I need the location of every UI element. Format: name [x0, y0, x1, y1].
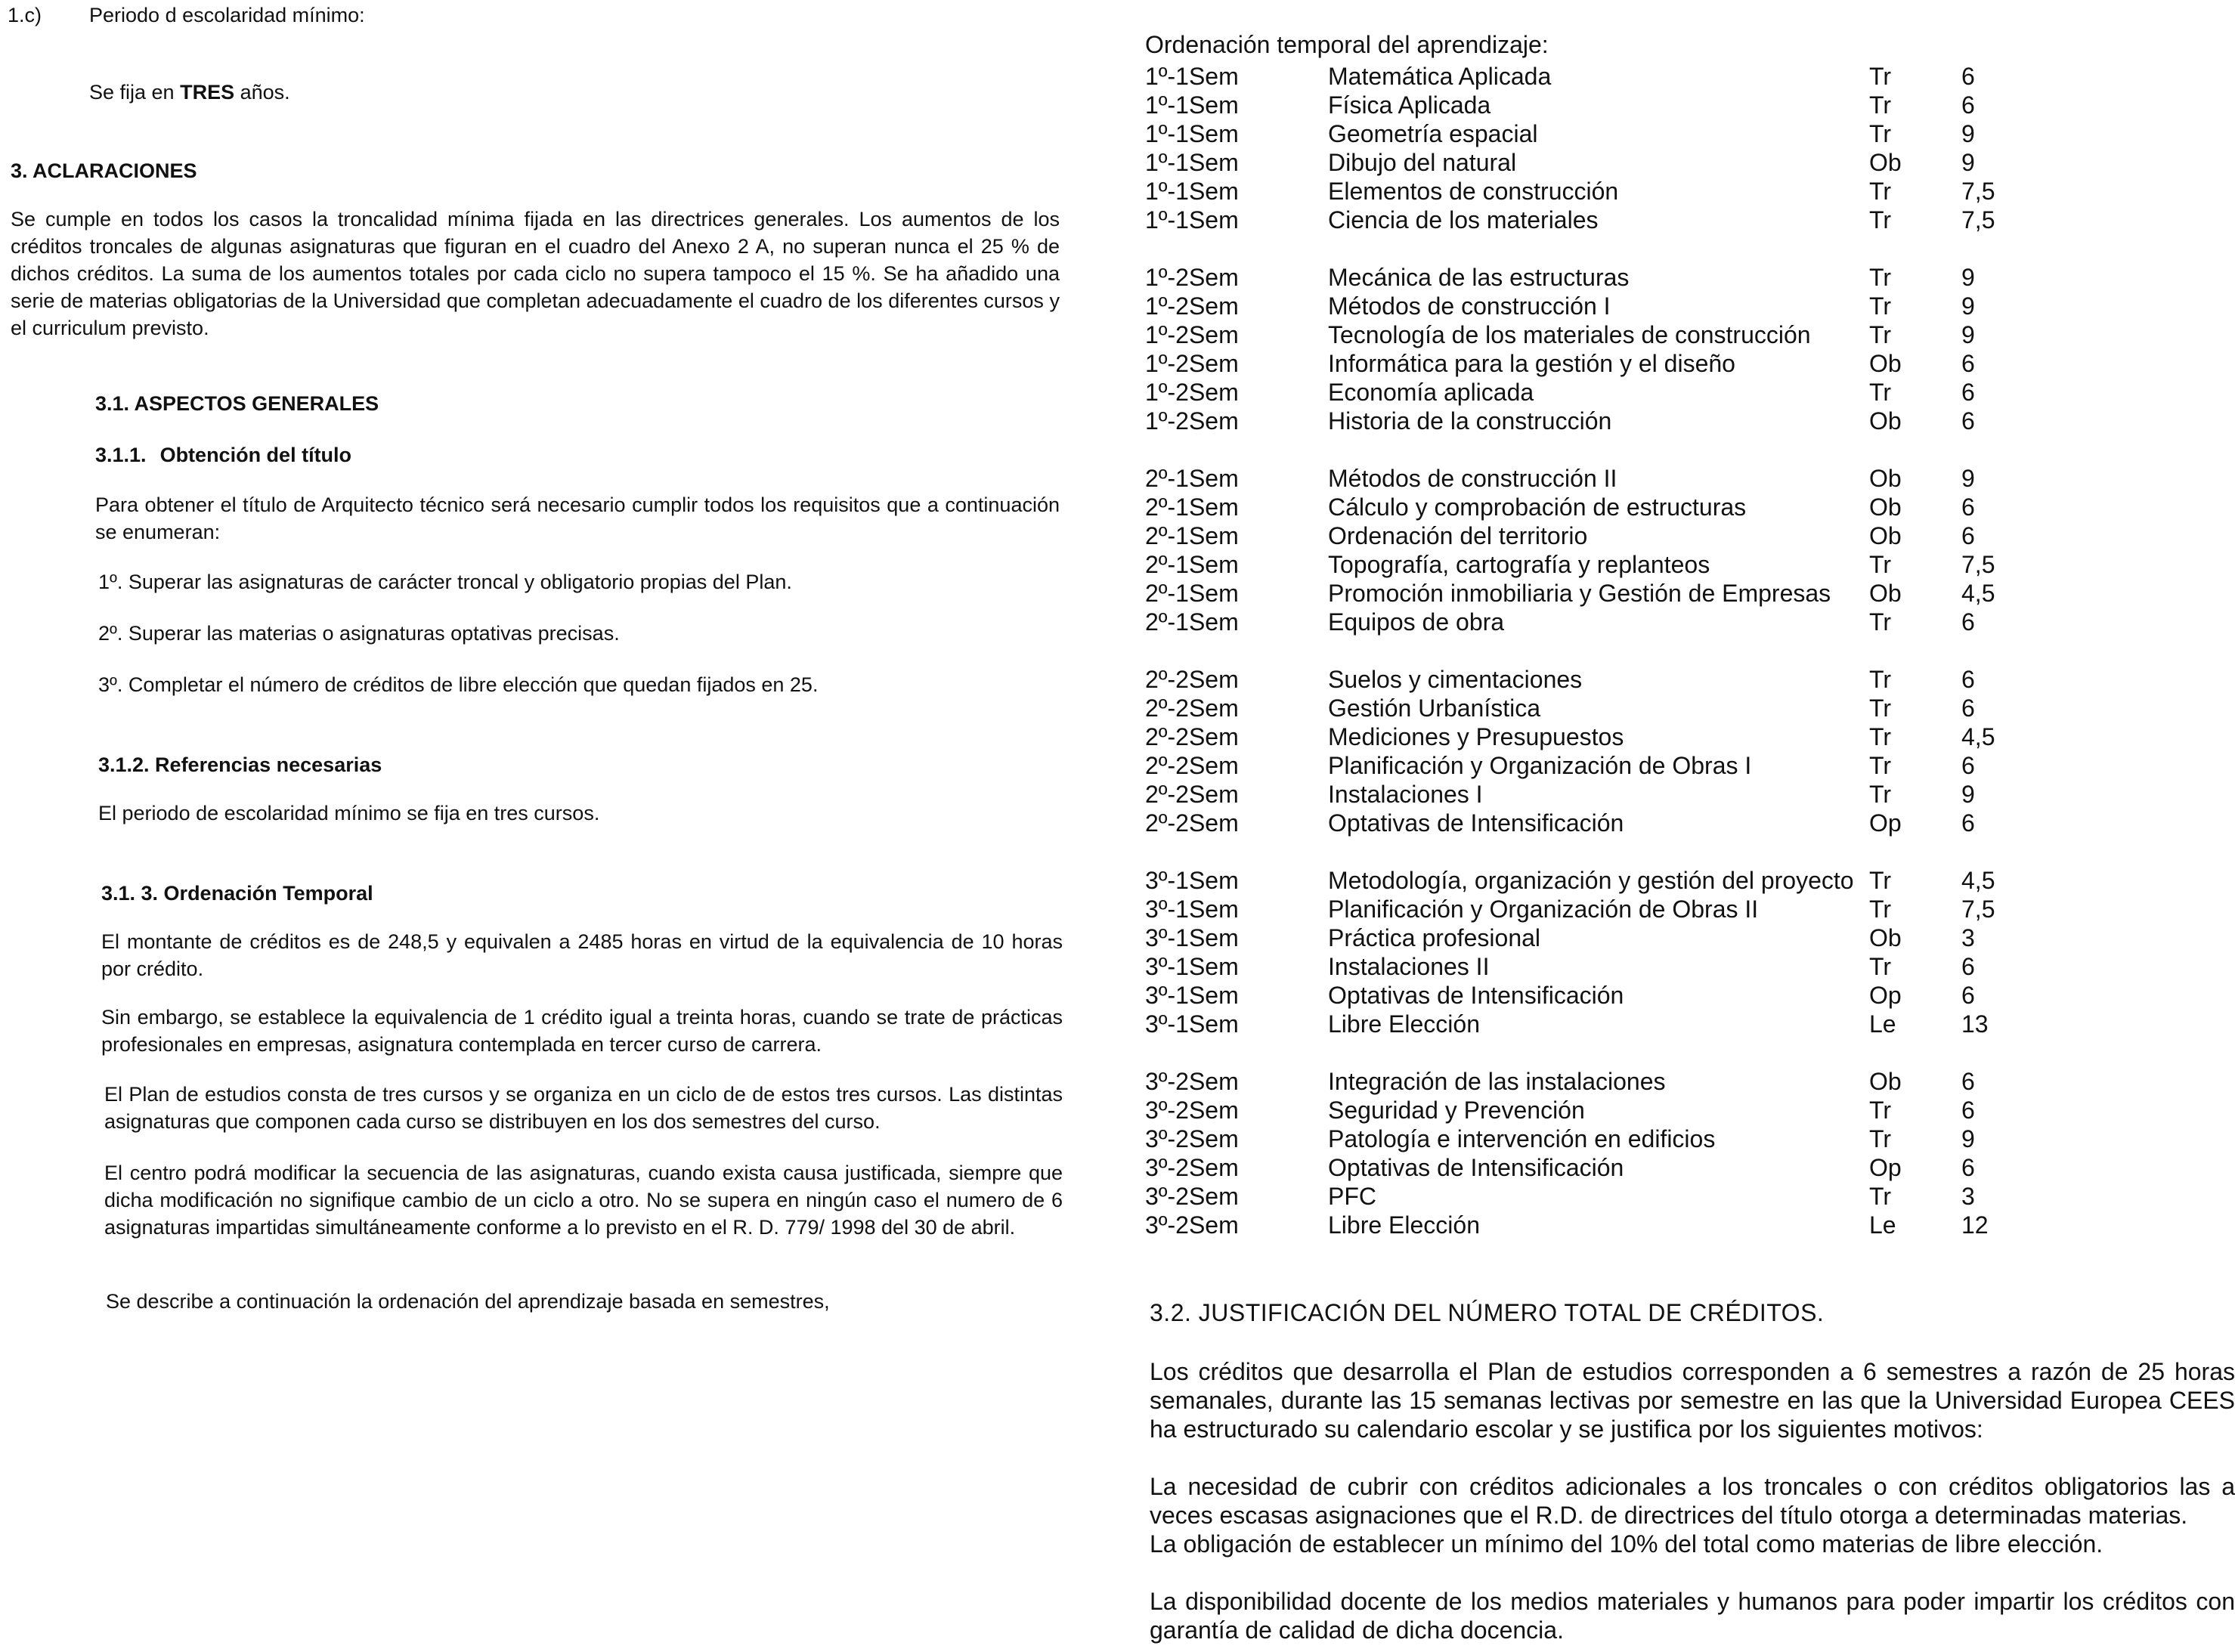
schedule-row — [1145, 780, 2014, 809]
schedule-type: Tr — [1869, 608, 1892, 636]
schedule-row — [1145, 1153, 2014, 1182]
section-3-text: Se cumple en todos los casos la troncalidad mínima fijada en las directrices generales. Los aumentos de los créditos troncales de algunas asignaturas que figuran en el cuadro del Anexo 2 A, no superan nunca el 25 % de dichos créditos. La suma de los aumentos totales por cada ciclo no supera tampoco el 15 %. Se ha añadido una serie de materias obligatorias de la Universidad que completan adecuadamente el cuadro de los diferentes cursos y el curriculum previsto. — [11, 208, 1060, 339]
schedule-credits: 6 — [1961, 493, 1975, 521]
schedule-subject: Elementos de construcción — [1328, 178, 1619, 205]
schedule-semester: 3º-2Sem — [1145, 1068, 1239, 1095]
schedule-row — [1145, 62, 2014, 91]
schedule-type: Op — [1869, 1154, 1902, 1181]
schedule-type: Tr — [1869, 551, 1892, 578]
schedule-semester: 1º-1Sem — [1145, 63, 1239, 90]
schedule-type: Tr — [1869, 292, 1892, 320]
schedule-credits: 9 — [1961, 1125, 1975, 1152]
item-1c-heading — [8, 2, 365, 29]
schedule-type: Ob — [1869, 580, 1902, 607]
schedule-semester: 2º-2Sem — [1145, 781, 1239, 808]
schedule-subject: Economía aplicada — [1328, 379, 1534, 406]
schedule-credits: 6 — [1961, 666, 1975, 693]
schedule-type: Tr — [1869, 1125, 1892, 1152]
schedule-semester: 2º-2Sem — [1145, 752, 1239, 779]
schedule-semester: 2º-2Sem — [1145, 666, 1239, 693]
schedule-subject: Práctica profesional — [1328, 924, 1541, 951]
schedule-credits: 6 — [1961, 1154, 1975, 1181]
schedule-type: Tr — [1869, 63, 1892, 90]
schedule-type: Tr — [1869, 867, 1892, 894]
section-3-1-3-paragraph-3: El Plan de estudios consta de tres cursos y se organiza en un ciclo de de estos tres cursos. Las distintas asignaturas que componen cada curso se distribuyen en los dos semestres del curso. — [104, 1083, 1063, 1133]
schedule-type: Le — [1869, 1010, 1896, 1038]
schedule-semester: 2º-1Sem — [1145, 493, 1239, 521]
schedule-credits: 6 — [1961, 522, 1975, 549]
schedule-semester: 1º-1Sem — [1145, 149, 1239, 176]
schedule-type: Tr — [1869, 178, 1892, 205]
schedule-type: Tr — [1869, 1097, 1892, 1124]
schedule-subject: Seguridad y Prevención — [1328, 1097, 1585, 1124]
section-3-1-3-title: 3.1. 3. Ordenación Temporal — [101, 882, 373, 905]
schedule-subject: Instalaciones II — [1328, 953, 1490, 980]
schedule-subject: Suelos y cimentaciones — [1328, 666, 1583, 693]
schedule-row — [1145, 809, 2014, 837]
schedule-type: Tr — [1869, 896, 1892, 923]
schedule-type: Ob — [1869, 924, 1902, 951]
section-3-2-paragraph-2 — [1150, 1472, 2235, 1558]
schedule-type: Le — [1869, 1211, 1896, 1239]
schedule-subject: Métodos de construcción II — [1328, 465, 1617, 492]
item-1c-text — [89, 79, 290, 106]
schedule-type: Ob — [1869, 350, 1902, 377]
schedule-credits: 6 — [1961, 809, 1975, 837]
schedule-credits: 6 — [1961, 695, 1975, 722]
schedule-subject: Libre Elección — [1328, 1010, 1480, 1038]
schedule-credits: 9 — [1961, 781, 1975, 808]
schedule-row — [1145, 665, 2014, 694]
schedule-row — [1145, 952, 2014, 981]
schedule-semester: 3º-1Sem — [1145, 867, 1239, 894]
schedule-subject: Matemática Aplicada — [1328, 63, 1552, 90]
schedule-credits: 4,5 — [1961, 723, 1995, 750]
requirement-2: 2º. Superar las materias o asignaturas optativas precisas. — [98, 622, 620, 645]
schedule-credits: 6 — [1961, 953, 1975, 980]
schedule-row — [1145, 1067, 2014, 1096]
schedule-credits: 9 — [1961, 321, 1975, 348]
section-3-1-3-paragraph-1: El montante de créditos es de 248,5 y equivalen a 2485 horas en virtud de la equivalencia de 10 horas por crédito. — [101, 930, 1063, 980]
schedule-semester: 3º-2Sem — [1145, 1125, 1239, 1152]
schedule-credits: 6 — [1961, 350, 1975, 377]
schedule-subject: Mediciones y Presupuestos — [1328, 723, 1624, 750]
schedule-type: Tr — [1869, 206, 1892, 234]
schedule-row — [1145, 866, 2014, 895]
schedule-semester: 1º-2Sem — [1145, 407, 1239, 435]
schedule-credits: 7,5 — [1961, 896, 1995, 923]
schedule-credits: 9 — [1961, 149, 1975, 176]
schedule-credits: 9 — [1961, 264, 1975, 291]
schedule-row — [1145, 206, 2014, 234]
section-3-1-title: 3.1. ASPECTOS GENERALES — [95, 392, 379, 415]
schedule-credits: 4,5 — [1961, 867, 1995, 894]
section-3-1-2-text: El periodo de escolaridad mínimo se fija en tres cursos. — [98, 802, 600, 824]
section-3-2-paragraph-2-b: La obligación de establecer un mínimo del 10% del total como materias de libre elección. — [1150, 1530, 2103, 1558]
schedule-semester: 2º-2Sem — [1145, 809, 1239, 837]
section-3-2-paragraph-1: Los créditos que desarrolla el Plan de estudios corresponden a 6 semestres a razón de 25 horas semanales, durante las 15 semanas lectivas por semestre en las que la Universidad Europea CEES ha estructurado su calendario escolar y se justifica por los siguientes motivos: — [1150, 1358, 2235, 1443]
section-3-2-title: 3.2. JUSTIFICACIÓN DEL NÚMERO TOTAL DE CRÉDITOS. — [1150, 1299, 1825, 1326]
section-3-1-2-title: 3.1.2. Referencias necesarias — [98, 753, 382, 776]
schedule-row — [1145, 579, 2014, 608]
section-3-1-1-title: Obtención del título — [159, 444, 352, 466]
schedule-semester: 1º-2Sem — [1145, 321, 1239, 348]
schedule-type: Tr — [1869, 953, 1892, 980]
schedule-type: Tr — [1869, 321, 1892, 348]
schedule-row — [1145, 751, 2014, 780]
schedule-title: Ordenación temporal del aprendizaje: — [1145, 31, 1549, 58]
section-3-1-1-heading — [95, 441, 351, 469]
schedule-subject: Ordenación del territorio — [1328, 522, 1588, 549]
schedule-type: Tr — [1869, 91, 1892, 119]
schedule-semester: 3º-1Sem — [1145, 1010, 1239, 1038]
schedule-semester: 3º-2Sem — [1145, 1097, 1239, 1124]
schedule-type: Tr — [1869, 1183, 1892, 1210]
schedule-subject: Cálculo y comprobación de estructuras — [1328, 493, 1747, 521]
schedule-type: Op — [1869, 809, 1902, 837]
schedule-row — [1145, 608, 2014, 636]
schedule-subject: Informática para la gestión y el diseño — [1328, 350, 1735, 377]
requirement-3: 3º. Completar el número de créditos de libre elección que quedan fijados en 25. — [98, 673, 819, 696]
schedule-credits: 6 — [1961, 752, 1975, 779]
schedule-semester: 1º-2Sem — [1145, 350, 1239, 377]
schedule-semester: 3º-1Sem — [1145, 896, 1239, 923]
schedule-semester: 2º-1Sem — [1145, 608, 1239, 636]
schedule-subject: Tecnología de los materiales de construcción — [1328, 321, 1811, 348]
schedule-type: Tr — [1869, 120, 1892, 147]
schedule-semester: 1º-1Sem — [1145, 91, 1239, 119]
schedule-credits: 6 — [1961, 1097, 1975, 1124]
schedule-credits: 9 — [1961, 292, 1975, 320]
schedule-type: Tr — [1869, 723, 1892, 750]
schedule-subject: Planificación y Organización de Obras II — [1328, 896, 1759, 923]
schedule-row — [1145, 1125, 2014, 1153]
schedule-semester: 2º-1Sem — [1145, 580, 1239, 607]
schedule-subject: Optativas de Intensificación — [1328, 809, 1624, 837]
schedule-credits: 3 — [1961, 924, 1975, 951]
schedule-semester: 1º-1Sem — [1145, 178, 1239, 205]
schedule-semester: 3º-1Sem — [1145, 953, 1239, 980]
schedule-subject: Equipos de obra — [1328, 608, 1505, 636]
schedule-type: Tr — [1869, 695, 1892, 722]
schedule-subject: Instalaciones I — [1328, 781, 1483, 808]
item-1c-number: 1.c) — [8, 4, 42, 26]
schedule-row — [1145, 91, 2014, 119]
schedule-row — [1145, 119, 2014, 148]
schedule-credits: 9 — [1961, 465, 1975, 492]
schedule-type: Ob — [1869, 493, 1902, 521]
schedule-type: Op — [1869, 982, 1902, 1009]
schedule-subject: Métodos de construcción I — [1328, 292, 1611, 320]
schedule-credits: 7,5 — [1961, 178, 1995, 205]
schedule-row — [1145, 981, 2014, 1010]
schedule-semester: 3º-2Sem — [1145, 1183, 1239, 1210]
section-3-1-1-intro: Para obtener el título de Arquitecto técnico será necesario cumplir todos los requisitos que a continuación se enumeran: — [95, 493, 1060, 543]
section-3-1-3-paragraph-4: El centro podrá modificar la secuencia de las asignaturas, cuando exista causa justificada, siempre que dicha modificación no signifique cambio de un ciclo a otro. No se supera en ningún caso el numero de 6 asignaturas impartidas simultáneamente conforme a lo previsto en el R. D. 779/ 1998 del 30 de abril. — [104, 1162, 1063, 1239]
schedule-type: Tr — [1869, 752, 1892, 779]
schedule-subject: Topografía, cartografía y replanteos — [1328, 551, 1710, 578]
schedule-semester: 1º-2Sem — [1145, 264, 1239, 291]
schedule-semester: 2º-1Sem — [1145, 551, 1239, 578]
schedule-row — [1145, 148, 2014, 177]
schedule-subject: Mecánica de las estructuras — [1328, 264, 1630, 291]
schedule-row — [1145, 464, 2014, 493]
schedule-credits: 4,5 — [1961, 580, 1995, 607]
schedule-row — [1145, 1182, 2014, 1211]
schedule-semester: 1º-2Sem — [1145, 379, 1239, 406]
schedule-type: Ob — [1869, 522, 1902, 549]
schedule-subject: Integración de las instalaciones — [1328, 1068, 1666, 1095]
section-3-1-1-number: 3.1.1. — [95, 444, 147, 466]
schedule-credits: 7,5 — [1961, 206, 1995, 234]
schedule-row — [1145, 722, 2014, 751]
schedule-subject: Historia de la construcción — [1328, 407, 1612, 435]
item-1c-text-post: años. — [234, 81, 290, 104]
schedule-row — [1145, 263, 2014, 292]
item-1c-title: Periodo d escolaridad mínimo: — [89, 4, 365, 26]
schedule-semester: 2º-2Sem — [1145, 695, 1239, 722]
schedule-semester: 2º-1Sem — [1145, 465, 1239, 492]
schedule-credits: 3 — [1961, 1183, 1975, 1210]
schedule-row — [1145, 1010, 2014, 1038]
schedule-row — [1145, 177, 2014, 206]
schedule-credits: 12 — [1961, 1211, 1989, 1239]
schedule-row — [1145, 378, 2014, 407]
schedule-semester: 3º-2Sem — [1145, 1154, 1239, 1181]
schedule-semester: 1º-1Sem — [1145, 206, 1239, 234]
schedule-subject: Optativas de Intensificación — [1328, 1154, 1624, 1181]
schedule-credits: 7,5 — [1961, 551, 1995, 578]
schedule-subject: Gestión Urbanística — [1328, 695, 1541, 722]
schedule-subject: Geometría espacial — [1328, 120, 1538, 147]
schedule-subject: Física Aplicada — [1328, 91, 1491, 119]
schedule-subject: Promoción inmobiliaria y Gestión de Empresas — [1328, 580, 1831, 607]
schedule-row — [1145, 521, 2014, 550]
section-3-1-3-paragraph-5: Se describe a continuación la ordenación del aprendizaje basada en semestres, — [106, 1290, 830, 1313]
schedule-credits: 13 — [1961, 1010, 1989, 1038]
schedule-credits: 6 — [1961, 379, 1975, 406]
schedule-type: Tr — [1869, 781, 1892, 808]
right-column — [1145, 0, 2235, 1652]
schedule-row — [1145, 320, 2014, 349]
schedule-row — [1145, 694, 2014, 722]
left-column — [0, 0, 1073, 1652]
schedule-subject: Dibujo del natural — [1328, 149, 1517, 176]
schedule-credits: 6 — [1961, 63, 1975, 90]
schedule-row — [1145, 292, 2014, 320]
schedule-row — [1145, 1211, 2014, 1239]
schedule-semester: 1º-2Sem — [1145, 292, 1239, 320]
schedule-row — [1145, 923, 2014, 952]
schedule-subject: PFC — [1328, 1183, 1376, 1210]
schedule-type: Ob — [1869, 1068, 1902, 1095]
schedule-credits: 6 — [1961, 1068, 1975, 1095]
schedule-subject: Planificación y Organización de Obras I — [1328, 752, 1752, 779]
section-3-2-paragraph-3: La disponibilidad docente de los medios materiales y humanos para poder impartir los créditos con garantía de calidad de dicha docencia. — [1150, 1588, 2235, 1644]
schedule-credits: 6 — [1961, 407, 1975, 435]
schedule-subject: Ciencia de los materiales — [1328, 206, 1599, 234]
section-3-title: 3. ACLARACIONES — [11, 159, 197, 182]
schedule-credits: 9 — [1961, 120, 1975, 147]
schedule-type: Tr — [1869, 666, 1892, 693]
schedule-subject: Libre Elección — [1328, 1211, 1480, 1239]
schedule-row — [1145, 550, 2014, 579]
section-3-2-paragraph-2-a: La necesidad de cubrir con créditos adicionales a los troncales o con créditos obligatorios las a veces escasas asignaciones que el R.D. de directrices del título otorga a determinadas materias. — [1150, 1473, 2235, 1529]
schedule-semester: 2º-1Sem — [1145, 522, 1239, 549]
schedule-semester: 3º-1Sem — [1145, 924, 1239, 951]
schedule-row — [1145, 493, 2014, 521]
schedule-subject: Patología e intervención en edificios — [1328, 1125, 1716, 1152]
schedule-semester: 1º-1Sem — [1145, 120, 1239, 147]
item-1c-text-pre: Se fija en — [89, 81, 181, 104]
schedule-type: Ob — [1869, 465, 1902, 492]
schedule-semester: 3º-1Sem — [1145, 982, 1239, 1009]
schedule-semester: 2º-2Sem — [1145, 723, 1239, 750]
schedule-credits: 6 — [1961, 608, 1975, 636]
schedule-credits: 6 — [1961, 982, 1975, 1009]
schedule-type: Tr — [1869, 264, 1892, 291]
item-1c-text-bold: TRES — [180, 81, 235, 104]
schedule-type: Tr — [1869, 379, 1892, 406]
schedule-row — [1145, 895, 2014, 923]
schedule-row — [1145, 349, 2014, 378]
schedule-row — [1145, 1096, 2014, 1125]
schedule-subject: Metodología, organización y gestión del proyecto — [1328, 867, 1854, 894]
section-3-1-3-paragraph-2: Sin embargo, se establece la equivalencia de 1 crédito igual a treinta horas, cuando se trate de prácticas profesionales en empresas, asignatura contemplada en tercer curso de carrera. — [101, 1006, 1063, 1056]
schedule-subject: Optativas de Intensificación — [1328, 982, 1624, 1009]
schedule-type: Ob — [1869, 407, 1902, 435]
schedule-semester: 3º-2Sem — [1145, 1211, 1239, 1239]
schedule-type: Ob — [1869, 149, 1902, 176]
requirement-1: 1º. Superar las asignaturas de carácter troncal y obligatorio propias del Plan. — [98, 571, 792, 593]
schedule-credits: 6 — [1961, 91, 1975, 119]
schedule-row — [1145, 407, 2014, 435]
